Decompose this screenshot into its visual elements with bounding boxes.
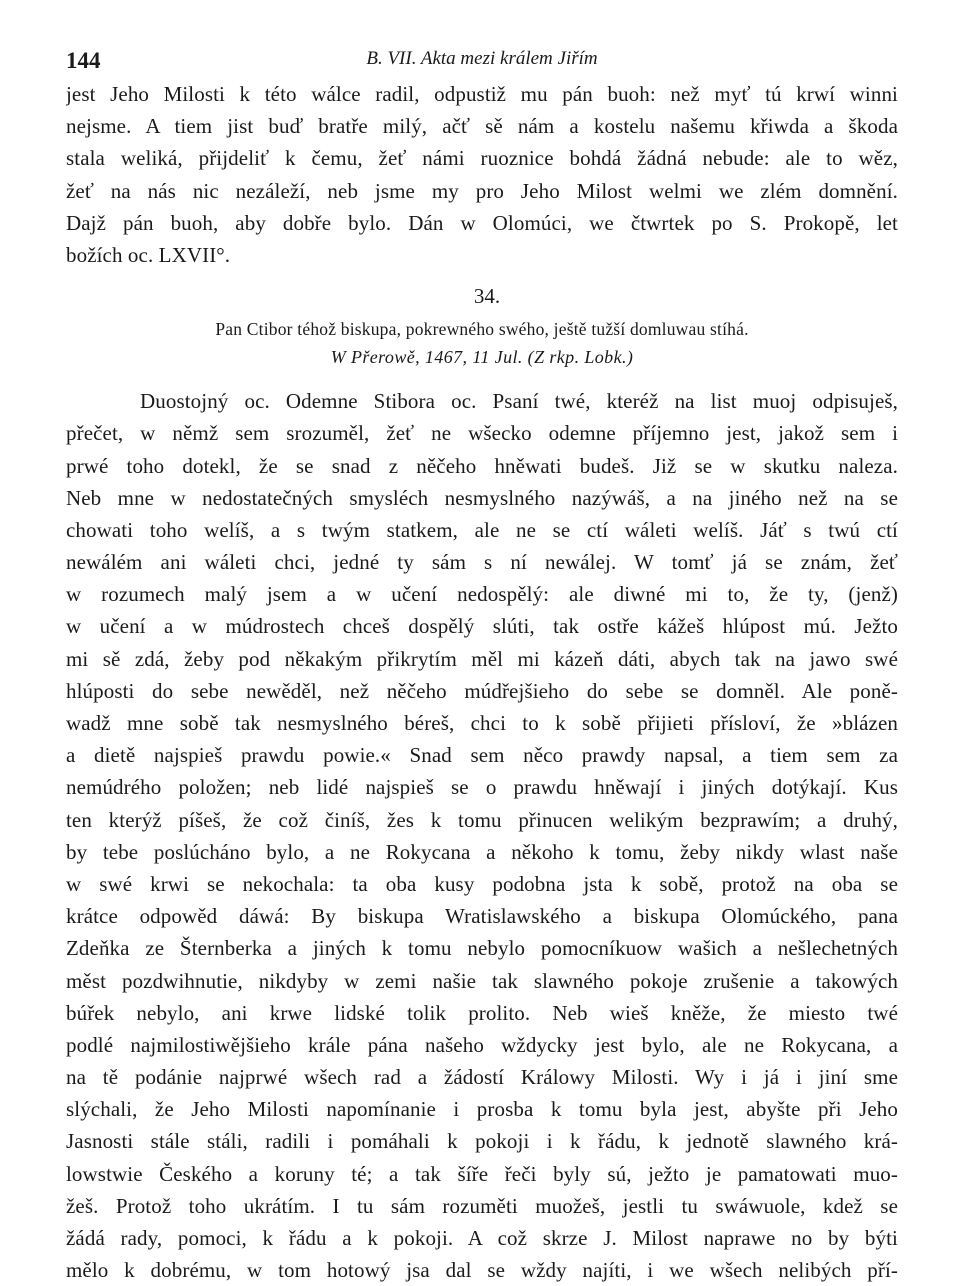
text-line: krátce odpowěd dáwá: By biskupa Wratislawského a biskupa Olomúckého, pana [66, 904, 898, 929]
section-summary: Pan Ctibor téhož biskupa, pokrewného swého, ještě tužší domluwau stíhá. [215, 319, 749, 340]
text-line: mělo k dobrému, w tom hotowý jsa dal se wždy najíti, i we wšech nelibých pří- [66, 1258, 898, 1283]
text-line: w swé krwi se nekochala: ta oba kusy podobna jsta k sobě, protož na oba se [66, 871, 898, 896]
text-line: jest Jeho Milosti k této wálce radil, odpustiž mu pán buoh: než myť tú krwí winni [66, 82, 898, 106]
running-head [66, 44, 898, 78]
book-page [66, 44, 898, 1286]
text-line: Neb mne w nedostatečných smysléch nesmyslného nazýwáš, a na jiného než na se [66, 485, 898, 510]
text-line: podlé najmilostiwějšieho krále pána našeho wždycky jest bylo, ale ne Rokycana, a [66, 1032, 898, 1057]
text-line: lowstwie Českého a koruny té; a tak šíře řeči byly sú, ježto je pamatowati muo- [66, 1161, 898, 1186]
text-line: božích oc. LXVII°. [66, 242, 231, 267]
text-line: slýchali, že Jeho Milosti napomínanie i prosba k tomu byla jest, abyšte při Jeho [66, 1097, 898, 1122]
text-line: Dajž pán buoh, aby dobře bylo. Dán w Olomúci, we čtwrtek po S. Prokopě, let [66, 210, 898, 235]
text-line: a dietě najspieš prawdu powie.« Snad sem něco prawdy napsal, a tiem sem za [66, 743, 898, 768]
section-source: W Přerowě, 1467, 11 Jul. (Z rkp. Lobk.) [330, 347, 634, 368]
text-line: měst pozdwihnutie, nikdyby w zemi našie tak slawného pokoje zrušenie a takowých [66, 968, 898, 993]
text-line: w rozumech malý jsem a w učení nedospělý: ale diwné mi to, že ty, (jenž) [66, 582, 898, 607]
text-line: žádá rady, pomoci, k řádu a k pokoji. A což skrze J. Milost naprawe no by býti [66, 1226, 898, 1250]
text-line: ten kterýž píšeš, že což činíš, žes k tomu přinucen welikým bezprawím; a druhý, [66, 807, 898, 832]
text-line: na tě podánie najprwé wšech rad a žádostí Králowy Milosti. Wy i já i jiní sme [66, 1065, 898, 1090]
text-line: chowati toho welíš, a s twým statkem, ale ne se ctí wáleti welíš. Jáť s twú ctí [66, 517, 898, 542]
running-title: B. VII. Akta mezi králem Jiřím [366, 48, 598, 69]
text-line: hlúposti do sebe newěděl, než něčeho múdřejšieho do sebe se domněl. Ale poně- [66, 678, 898, 703]
text-line: Zdeňka ze Šternberka a jiných k tomu nebylo pomocníkuow wašich a nešlechetných [66, 936, 898, 961]
text-line: w učení a w múdrostech chceš dospělý slúti, tak ostře kážeš hlúpost mú. Ježto [66, 614, 898, 639]
text-line: žeť na nás nic nezáleží, neb jsme my pro Jeho Milost welmi we zlém domnění. [66, 178, 898, 203]
text-line: by tebe poslúcháno bylo, a ne Rokycana a někoho k tomu, žeby nikdy wlast naše [66, 839, 898, 864]
text-line: prwé toho dotekl, že se snad z něčeho hněwati budeš. Již se w skutku naleza. [66, 453, 898, 478]
text-line: stala weliká, přijdeliť k čemu, žeť námi ruoznice bohdá žádná nebude: ale to wěz, [66, 146, 898, 171]
section-number: 34. [473, 284, 501, 309]
text-line: Jasnosti stále stáli, radili i pomáhali k pokoji i k řádu, k jednotě slawného krá- [66, 1129, 898, 1154]
text-line: Duostojný oc. Odemne Stibora oc. Psaní twé, kteréž na list muoj odpisuješ, [140, 389, 898, 414]
text-line: búřek nebylo, ani krwe lidské tolik prolito. Neb wieš kněže, že miesto twé [66, 1000, 898, 1025]
text-line: nemúdrého položen; neb lidé najspieš se o prawdu hněwají i jiných dotýkají. Kus [66, 775, 898, 800]
text-line: newálém ani wáleti chci, jedné ty sám s ní newálej. W tomť já se znám, žeť [66, 550, 898, 575]
text-line: přečet, w němž sem srozuměl, žeť ne wšecko odemne příjemno jest, jakož sem i [66, 421, 898, 446]
page-number: 144 [66, 48, 101, 73]
text-line: wadž mne sobě tak nesmyslného béreš, chci to k sobě přijieti přísloví, že »blázen [66, 711, 898, 735]
text-line: žeš. Protož toho ukrátím. I tu sám rozuměti muožeš, jestli tu swáwuole, kdež se [66, 1193, 898, 1218]
letter-body [66, 385, 898, 1286]
text-line: nejsme. A tiem jist buď bratře milý, ačť sě nám a kostelu našemu křiwda a škoda [66, 114, 898, 139]
text-line: mi sě zdá, žeby pod někakým přikrytím měl mi kázeň dáti, abych tak na jawo swé [66, 646, 898, 671]
top-paragraph [66, 78, 898, 271]
